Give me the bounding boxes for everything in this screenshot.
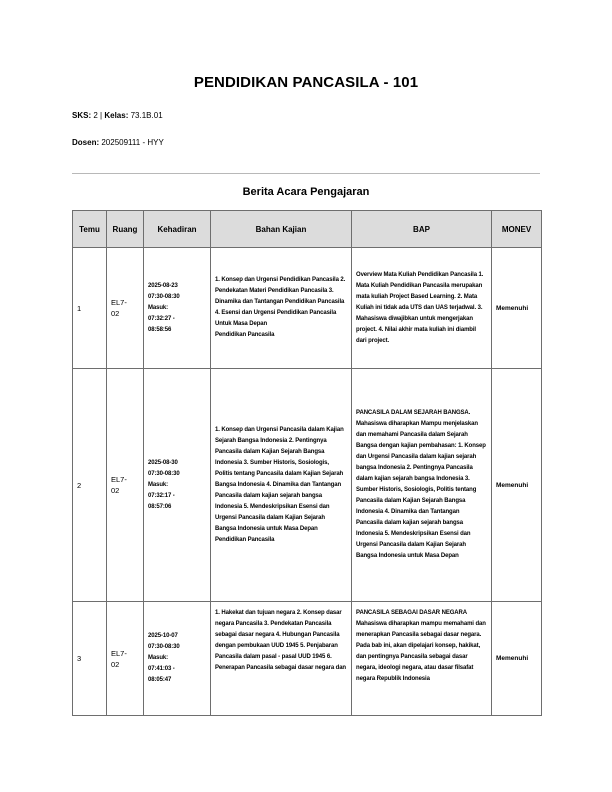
course-meta-line xyxy=(72,111,163,120)
cell-bap: Overview Mata Kuliah Pendidikan Pancasila 1. Mata Kuliah Pendidikan Pancasila merupakan mata kuliah Project Based Learning. 2. Mata Kuliah ini tidak ada UTS dan UAS terjadwal. 3. Mahasiswa diwajibkan untuk mengerjakan project. 4. Nilai akhir mata kuliah ini diambil dari project. xyxy=(352,248,492,369)
kelas-label: Kelas: xyxy=(104,111,129,120)
header-temu: Temu xyxy=(73,211,107,248)
dosen-label: Dosen: xyxy=(72,138,100,147)
cell-temu: 2 xyxy=(73,369,107,602)
header-kehadiran: Kehadiran xyxy=(144,211,211,248)
sks-value: 2 xyxy=(93,111,98,120)
kelas-value: 73.1B.01 xyxy=(130,111,163,120)
cell-kehadiran: 2025-10-07 07:30-08:30 Masuk: 07:41:03 - 08:05:47 xyxy=(144,602,211,716)
cell-temu: 3 xyxy=(73,602,107,716)
cell-bahan-kajian: 1. Konsep dan Urgensi Pancasila dalam Kajian Sejarah Bangsa Indonesia 2. Pentingnya Pancasila dalam Kajian Sejarah Bangsa Indonesia 3. Sumber Historis, Sosiologis, Politis tentang Pancasila dalam Kajian Sejarah Bangsa Indonesia 4. Dinamika dan Tantangan Pancasila dalam kajian sejarah bangsa Indonesia 5. Mendeskripsikan Esensi dan Urgensi Pancasila dalam Kajian Sejarah Bangsa Indonesia untuk Masa Depan Pendidikan Pancasila xyxy=(211,369,352,602)
table-row xyxy=(73,369,542,602)
table-row xyxy=(73,602,542,716)
cell-bahan-kajian: 1. Konsep dan Urgensi Pendidikan Pancasila 2. Pendekatan Materi Pendidikan Pancasila 3. Dinamika dan Tantangan Pendidikan Pancasila 4. Esensi dan Urgensi Pendidikan Pancasila Untuk Masa Depan Pendidikan Pancasila xyxy=(211,248,352,369)
header-monev: MONEV xyxy=(492,211,542,248)
sks-label: SKS: xyxy=(72,111,92,120)
cell-bahan-kajian-wrap xyxy=(211,602,352,716)
bap-table xyxy=(72,210,542,716)
cell-temu: 1 xyxy=(73,248,107,369)
cell-monev: Memenuhi xyxy=(492,248,542,369)
cell-bap-wrap xyxy=(352,602,492,716)
section-title: Berita Acara Pengajaran xyxy=(242,186,370,198)
header-bahan-kajian: Bahan Kajian xyxy=(211,211,352,248)
cell-monev: Memenuhi xyxy=(492,602,542,716)
cell-ruang: EL7- 02 xyxy=(107,602,144,716)
cell-bahan-kajian: 1. Hakekat dan tujuan negara 2. Konsep dasar negara Pancasila 3. Pendekatan Pancasila sebagai dasar negara 4. Hubungan Pancasila dengan pembukaan UUD 1945 5. Penjabaran Pancasila dalam pasal - pasal UUD 1945 6. Penerapan Pancasila sebagai dasar negara dan xyxy=(215,609,346,671)
divider xyxy=(72,173,540,174)
meta-separator: | xyxy=(100,111,103,120)
table-header-row xyxy=(73,211,542,248)
header-bap: BAP xyxy=(352,211,492,248)
cell-bap: PANCASILA SEBAGAI DASAR NEGARA Mahasiswa diharapkan mampu memahami dan menerapkan Pancasila sebagai dasar negara. Pada bab ini, akan dipelajari konsep, hakikat, dan pentingnya Pancasila sebagai dasar negara, ideologi negara, atau dasar filsafat negara Republik Indonesia xyxy=(356,609,486,682)
table-row xyxy=(73,248,542,369)
cell-kehadiran: 2025-08-23 07:30-08:30 Masuk: 07:32:27 - 08:58:56 xyxy=(144,248,211,369)
dosen-value: 202509111 - HYY xyxy=(101,138,164,147)
cell-ruang: EL7- 02 xyxy=(107,369,144,602)
cell-ruang: EL7- 02 xyxy=(107,248,144,369)
cell-monev: Memenuhi xyxy=(492,369,542,602)
header-ruang: Ruang xyxy=(107,211,144,248)
cell-kehadiran: 2025-08-30 07:30-08:30 Masuk: 07:32:17 - 08:57:06 xyxy=(144,369,211,602)
course-title: PENDIDIKAN PANCASILA - 101 xyxy=(193,74,419,91)
dosen-line xyxy=(72,138,164,147)
cell-bap: PANCASILA DALAM SEJARAH BANGSA. Mahasiswa diharapkan Mampu menjelaskan dan memahami Pancasila dalam Sejarah Bangsa dengan kajian pembahasan: 1. Konsep dan Urgensi Pancasila dalam kajian sejarah bangsa Indonesia 2. Pentingnya Pancasila dalam kajian sejarah bangsa Indonesia 3. Sumber Historis, Sosiologis, Politis tentang Pancasila dalam Kajian Sejarah Bangsa Indonesia 4. Dinamika dan Tantangan Pancasila dalam kajian sejarah bangsa Indonesia 5. Mendeskripsikan Esensi dan Urgensi Pancasila dalam Kajian Sejarah Bangsa Indonesia untuk Masa Depan xyxy=(352,369,492,602)
